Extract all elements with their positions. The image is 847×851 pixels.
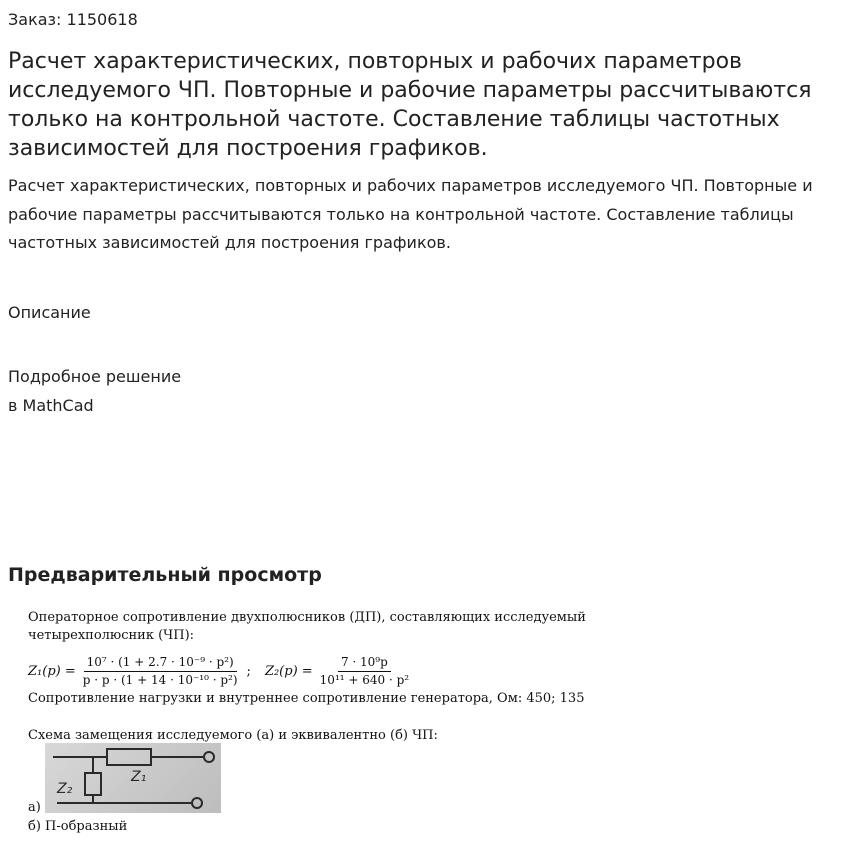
z2-label: Z₂ bbox=[57, 781, 73, 797]
z1-label: Z₁ bbox=[131, 769, 147, 785]
scheme-label-b: б) П-образный bbox=[28, 819, 128, 834]
z1-denominator: p · p · (1 + 14 · 10⁻¹⁰ · p²) bbox=[82, 672, 238, 687]
circuit-scheme-drawing bbox=[45, 743, 221, 813]
scheme-caption: Схема замещения исследуемого (а) и эквивалентно (б) ЧП: bbox=[28, 728, 438, 743]
preview-image bbox=[28, 608, 628, 843]
description-line-2: в MathCad bbox=[8, 396, 94, 415]
z2-denominator: 10¹¹ + 640 · p² bbox=[319, 672, 410, 687]
description-text bbox=[8, 362, 181, 420]
order-number: Заказ: 1150618 bbox=[8, 10, 138, 29]
page-title: Расчет характеристических, повторных и рабочих параметров исследуемого ЧП. Повторные и рабочие параметры рассчитываются только на контрольной частоте. Составление таблицы частотных зависимостей для построения графиков. bbox=[8, 49, 812, 161]
preview-heading: Предварительный просмотр bbox=[8, 564, 322, 586]
impedance-formula bbox=[28, 646, 416, 696]
z1-numerator: 10⁷ · (1 + 2.7 · 10⁻⁹ · p²) bbox=[84, 654, 237, 672]
lead-paragraph: Расчет характеристических, повторных и рабочих параметров исследуемого ЧП. Повторные и рабочие параметры рассчитываются только на контрольной частоте. Составление таблицы частотных зависимостей для построения графиков. bbox=[8, 176, 813, 252]
z2-lhs: Z₂(p) = bbox=[264, 663, 313, 679]
z2-fraction bbox=[317, 654, 412, 689]
scheme-label-a: а) bbox=[28, 800, 41, 815]
z1-fraction bbox=[80, 654, 241, 689]
z1-separator: ; bbox=[246, 663, 251, 679]
load-resistance-text: Сопротивление нагрузки и внутреннее сопротивление генератора, Ом: 450; 135 bbox=[28, 691, 585, 706]
description-line-1: Подробное решение bbox=[8, 367, 182, 386]
z1-lhs: Z₁(p) = bbox=[28, 663, 76, 679]
preview-intro-line-1: Операторное сопротивление двухполюсников (ДП), составляющих исследуемый bbox=[28, 610, 586, 625]
description-label: Описание bbox=[8, 303, 91, 322]
preview-intro-line-2: четырехполюсник (ЧП): bbox=[28, 628, 195, 643]
z2-numerator: 7 · 10⁹p bbox=[338, 654, 391, 672]
circuit-scheme-image bbox=[45, 743, 221, 813]
